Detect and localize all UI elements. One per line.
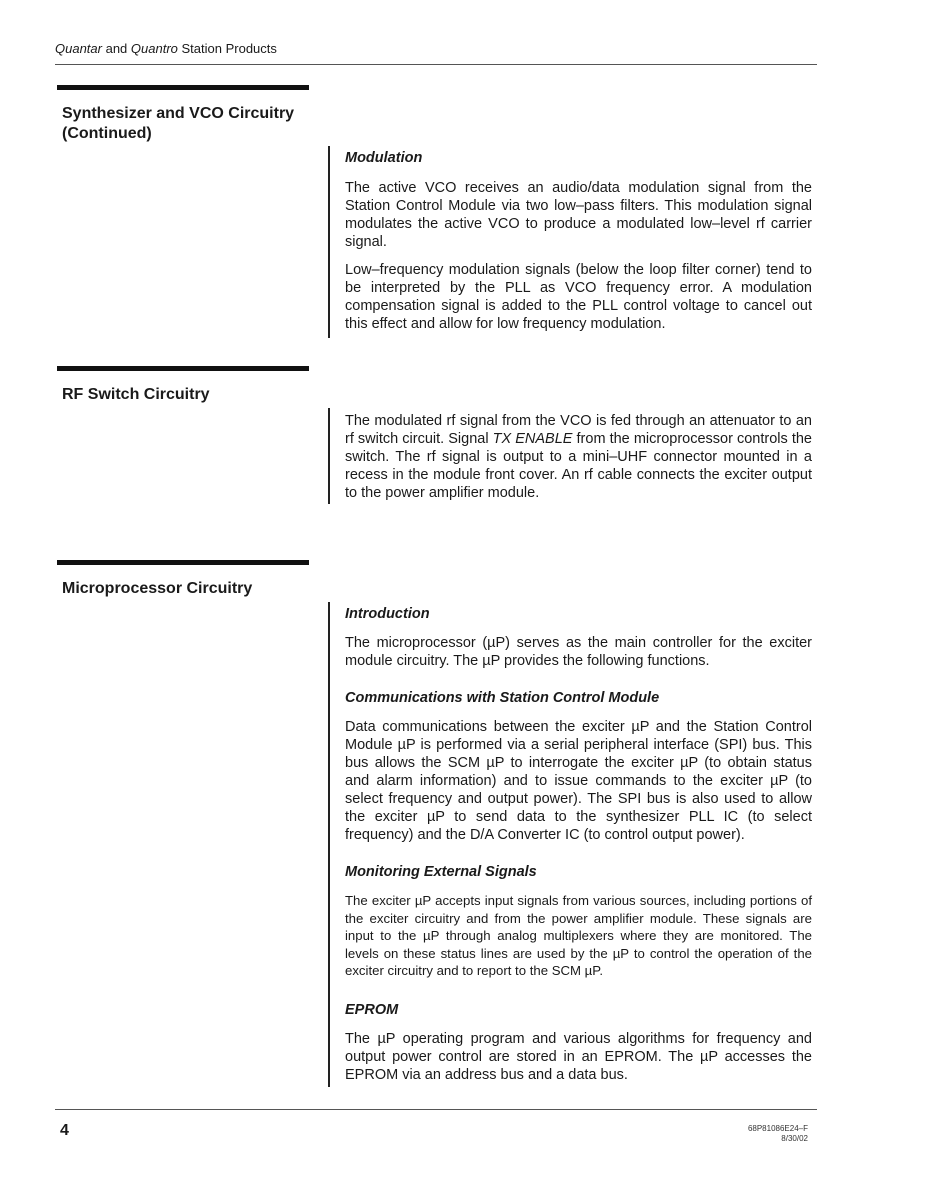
paragraph-eprom: The µP operating program and various algorithms for frequency and output power control are stored in an EPROM. The µP accesses the EPROM via an address bus and a data bus. <box>345 1031 812 1083</box>
paragraph-rf-part2: from the microprocessor controls the switch. The rf signal is output to a mini–UHF connector mounted in a recess in the module front cover. An rf cable connects the exciter output to the power amplifier module. <box>345 431 812 501</box>
paragraph-rf <box>345 412 812 502</box>
change-bar-micro <box>328 602 330 1087</box>
document-number: 68P81086E24–F <box>747 1124 808 1133</box>
section-title-synth: Synthesizer and VCO Circuitry (Continued) <box>62 105 295 142</box>
signal-tx-enable: TX ENABLE <box>492 431 573 447</box>
running-header <box>55 41 277 56</box>
subheading-eprom: EPROM <box>345 1002 399 1018</box>
change-bar-synth <box>328 146 330 338</box>
subheading-introduction: Introduction <box>345 606 430 622</box>
header-brand-quantar: Quantar <box>55 41 102 56</box>
header-suffix: Station Products <box>177 41 277 56</box>
section-bar-synth <box>57 85 309 90</box>
footer-rule <box>55 1109 817 1110</box>
section-bar-rf <box>57 366 309 371</box>
paragraph-introduction: The microprocessor (µP) serves as the main controller for the exciter module circuitry. The µP provides the following functions. <box>345 635 812 669</box>
document-date: 8/30/02 <box>781 1134 808 1143</box>
section-title-rf: RF Switch Circuitry <box>62 386 210 403</box>
paragraph-rf-part1: The modulated rf signal from the VCO is fed through an attenuator to an rf switch circuit. Signal <box>345 413 812 447</box>
subheading-monitoring: Monitoring External Signals <box>345 864 537 880</box>
paragraph-monitoring: The exciter µP accepts input signals from various sources, including portions of the exciter circuitry and from the power amplifier module. These signals are input to the µP through analog multiplexers where they are monitored. The levels on these status lines are used by the µP to control the operation of the exciter circuitry and to report to the SCM µP. <box>345 893 812 978</box>
section-bar-micro <box>57 560 309 565</box>
paragraph-modulation-1: The active VCO receives an audio/data modulation signal from the Station Control Module via two low–pass filters. This modulation signal modulates the active VCO to produce a modulated low–level rf carrier signal. <box>345 180 812 250</box>
paragraph-communications: Data communications between the exciter µP and the Station Control Module µP is performed via a serial peripheral interface (SPI) bus. This bus allows the SCM µP to interrogate the exciter µP (to obtain status and alarm information) and to issue commands to the exciter µP (to select frequency and output power). The SPI bus is also used to allow the exciter µP to send data to the synthesizer PLL IC (to select frequency) and the D/A Converter IC (to control output power). <box>345 719 812 843</box>
document-id <box>748 1124 808 1144</box>
subheading-communications: Communications with Station Control Module <box>345 690 660 706</box>
header-rule <box>55 64 817 65</box>
header-brand-quantro: Quantro <box>130 41 178 56</box>
page-number: 4 <box>60 1122 69 1139</box>
change-bar-rf <box>328 408 330 504</box>
subheading-modulation: Modulation <box>345 150 423 166</box>
paragraph-modulation-2: Low–frequency modulation signals (below the loop filter corner) tend to be interpreted by the PLL as VCO frequency error. A modulation compensation signal is added to the PLL control voltage to cancel out this effect and allow for low frequency modulation. <box>345 262 812 332</box>
header-and: and <box>101 41 131 56</box>
section-title-micro: Microprocessor Circuitry <box>62 580 253 597</box>
